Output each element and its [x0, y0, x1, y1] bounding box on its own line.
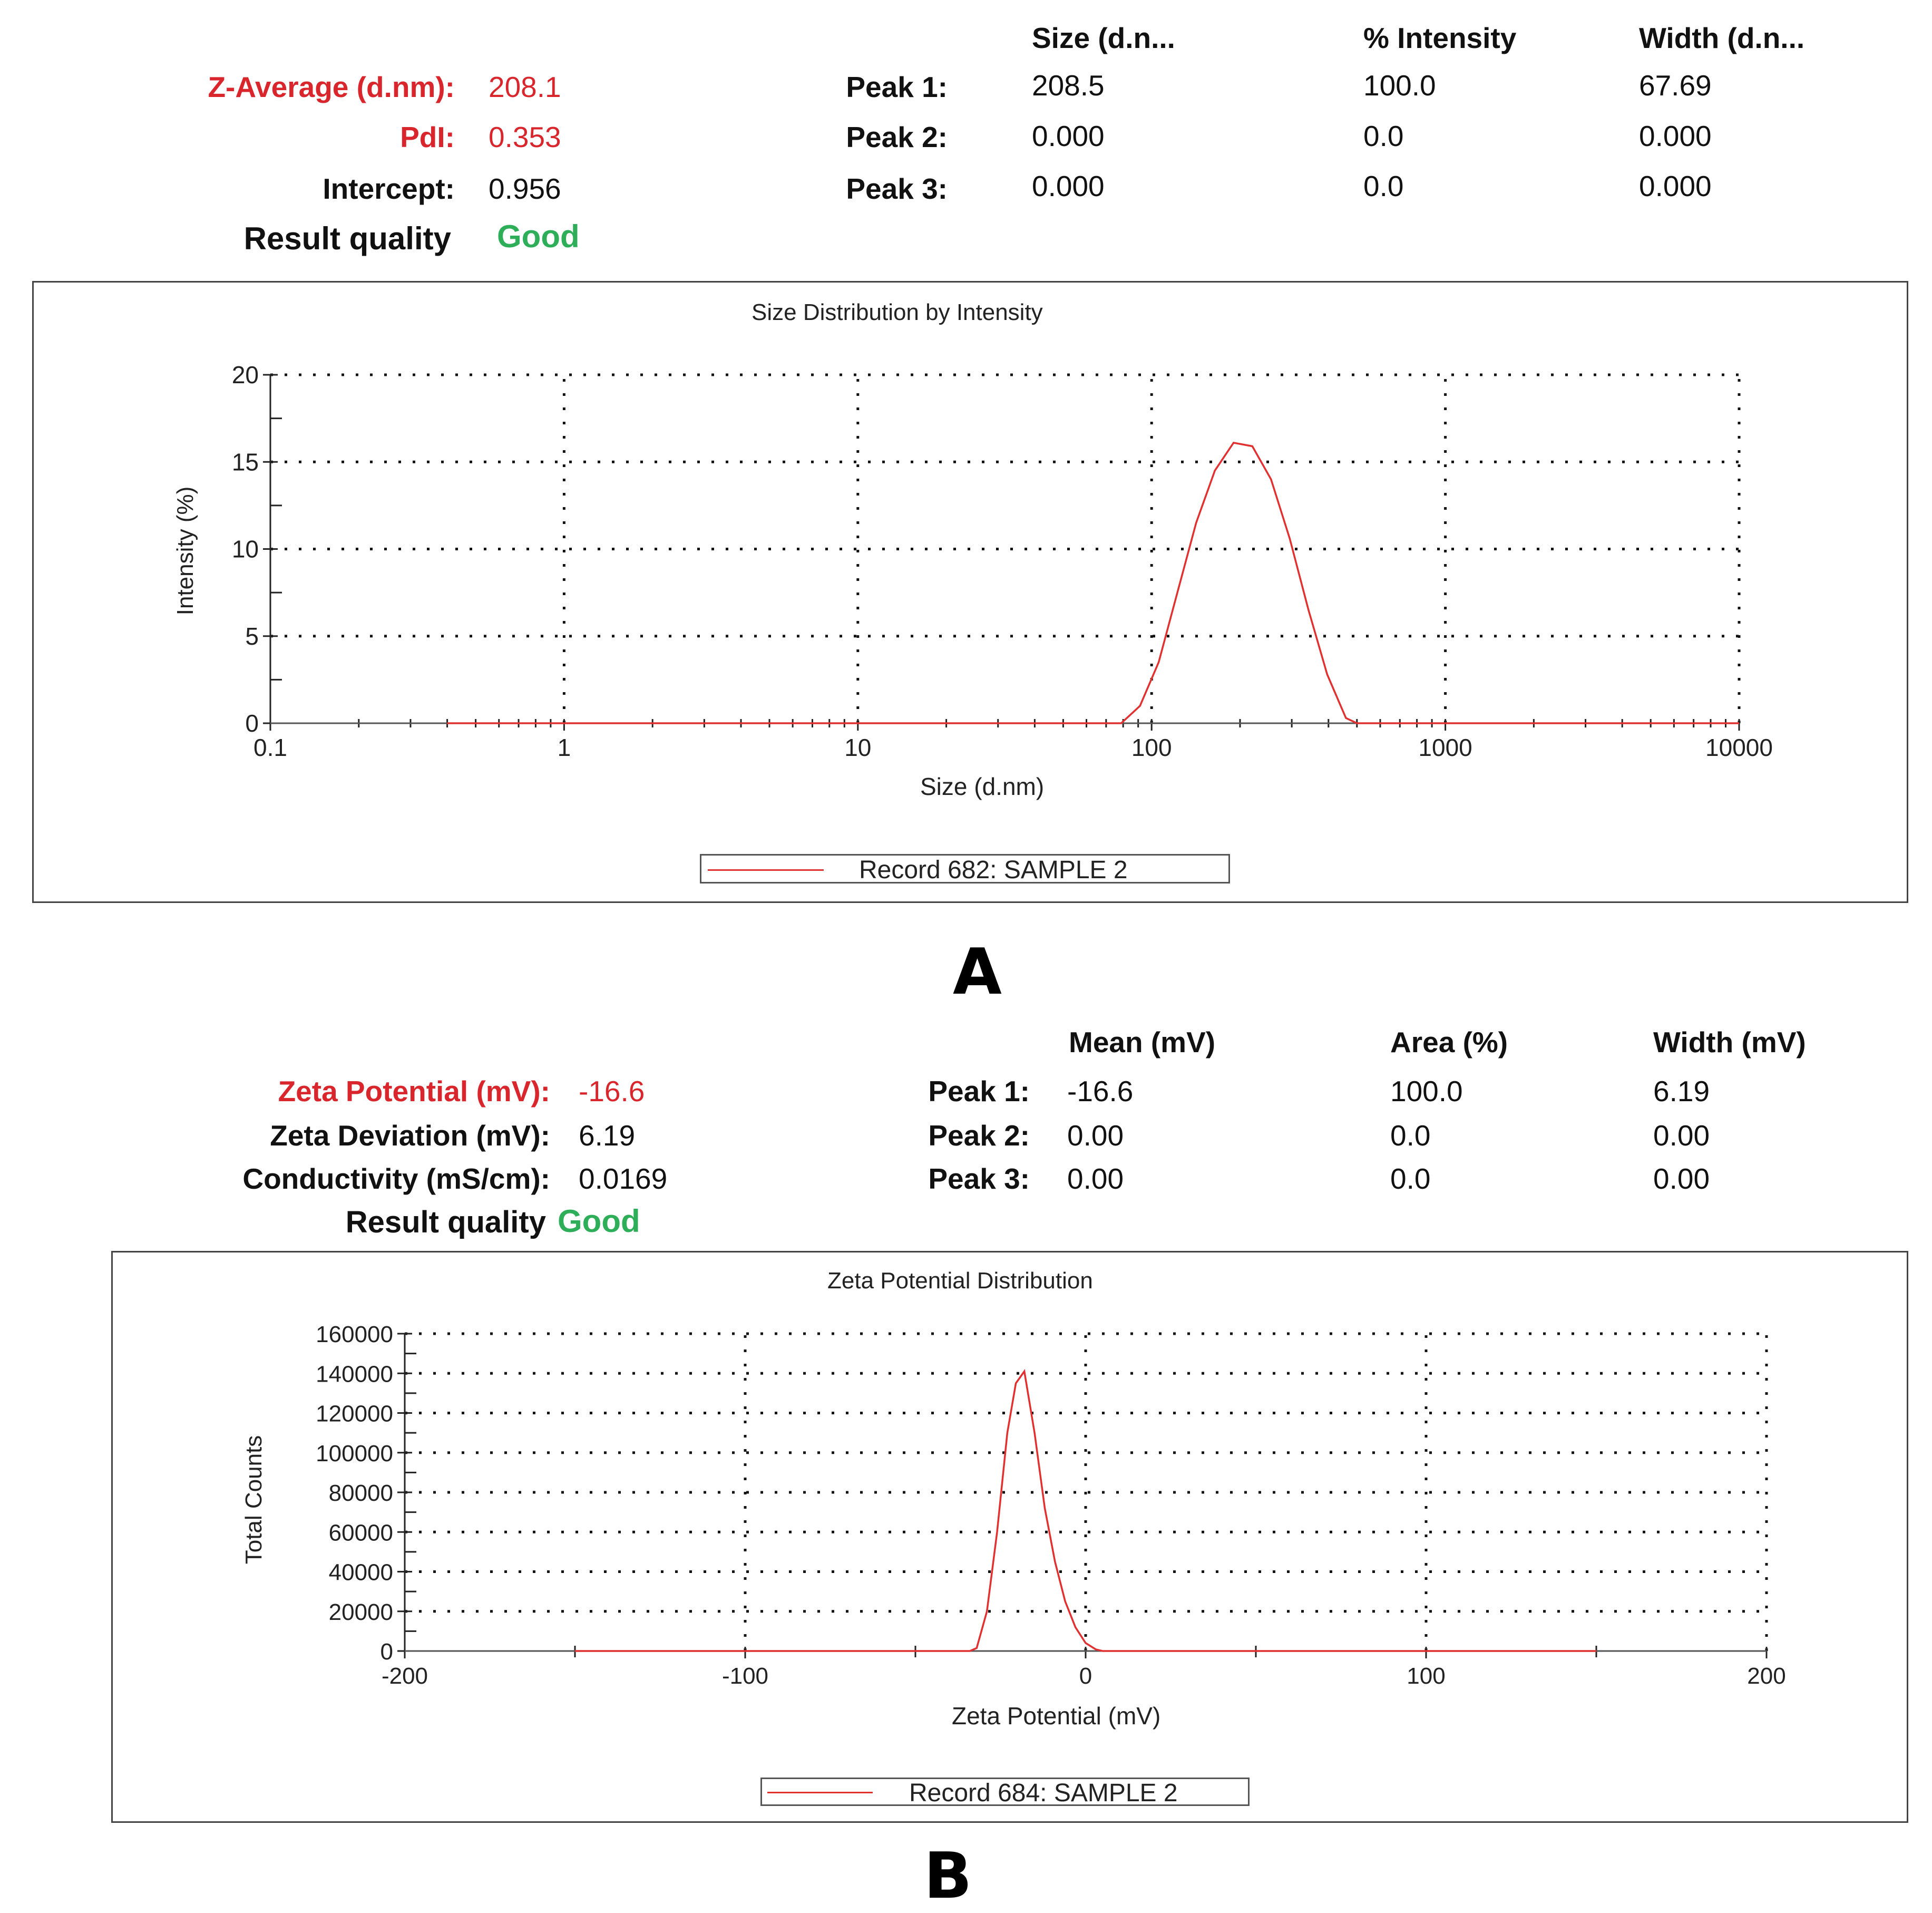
zeta-peak-2-label: Peak 2:	[928, 1119, 1030, 1152]
zeta-chart-title: Zeta Potential Distribution	[827, 1268, 1093, 1294]
zeta-peak-3-width: 0.00	[1653, 1162, 1710, 1195]
intercept-value: 0.956	[489, 172, 561, 205]
svg-text:200: 200	[1747, 1663, 1786, 1689]
svg-text:80000: 80000	[328, 1480, 393, 1506]
pdi-value: 0.353	[489, 121, 561, 153]
svg-text:-200: -200	[381, 1663, 428, 1689]
svg-text:0: 0	[245, 710, 259, 737]
svg-text:60000: 60000	[328, 1520, 393, 1546]
peak-3-intensity: 0.0	[1363, 170, 1404, 202]
peak-2-label: Peak 2:	[846, 121, 948, 153]
svg-text:5: 5	[245, 622, 259, 650]
pdi-label: PdI:	[400, 121, 455, 153]
zeta-deviation-value: 6.19	[579, 1119, 636, 1152]
z-average-label: Z-Average (d.nm):	[208, 71, 455, 103]
zeta-potential-label: Zeta Potential (mV):	[278, 1075, 550, 1108]
column-header-intensity: % Intensity	[1363, 22, 1517, 54]
zeta-peak-3-mean: 0.00	[1067, 1162, 1124, 1195]
svg-text:120000: 120000	[316, 1401, 393, 1427]
zeta-series-line	[575, 1372, 1596, 1652]
svg-text:15: 15	[231, 448, 259, 476]
column-header-width-mv: Width (mV)	[1653, 1026, 1806, 1059]
svg-text:10000: 10000	[1705, 734, 1773, 761]
svg-text:-100: -100	[721, 1663, 769, 1689]
zeta-peak-3-area: 0.0	[1390, 1162, 1431, 1195]
intercept-label: Intercept:	[323, 172, 455, 205]
zeta-peak-1-area: 100.0	[1390, 1075, 1463, 1108]
svg-text:20000: 20000	[328, 1599, 393, 1625]
svg-text:1000: 1000	[1418, 734, 1472, 761]
svg-text:10: 10	[231, 535, 259, 563]
zeta-y-axis-title: Total Counts	[241, 1435, 267, 1565]
peak-1-intensity: 100.0	[1363, 69, 1436, 102]
conductivity-label: Conductivity (mS/cm):	[242, 1162, 550, 1195]
zeta-result-quality-label: Result quality	[345, 1205, 546, 1239]
size-legend-label: Record 682: SAMPLE 2	[859, 856, 1128, 884]
result-quality-value: Good	[497, 219, 580, 254]
svg-text:100000: 100000	[316, 1440, 393, 1467]
zeta-legend-label: Record 684: SAMPLE 2	[909, 1779, 1178, 1807]
column-header-area: Area (%)	[1390, 1026, 1508, 1059]
peak-1-size: 208.5	[1032, 69, 1105, 102]
z-average-value: 208.1	[489, 71, 561, 103]
column-header-width: Width (d.n...	[1639, 22, 1805, 54]
zeta-result-quality-value: Good	[558, 1203, 640, 1239]
zeta-axes	[316, 1322, 1786, 1689]
svg-text:0: 0	[1079, 1663, 1092, 1689]
peak-3-label: Peak 3:	[846, 172, 948, 205]
zeta-peak-2-width: 0.00	[1653, 1119, 1710, 1152]
zeta-peak-1-width: 6.19	[1653, 1075, 1710, 1108]
zeta-x-axis-title: Zeta Potential (mV)	[952, 1702, 1161, 1730]
svg-text:1: 1	[557, 734, 571, 761]
peak-2-size: 0.000	[1032, 120, 1105, 152]
zeta-peak-2-area: 0.0	[1390, 1119, 1431, 1152]
result-quality-label: Result quality	[243, 221, 451, 256]
column-header-size: Size (d.n...	[1032, 22, 1175, 54]
svg-text:0: 0	[380, 1639, 393, 1665]
legend-line-swatch	[767, 1792, 873, 1793]
svg-text:40000: 40000	[328, 1559, 393, 1586]
svg-text:160000: 160000	[316, 1322, 393, 1347]
svg-text:140000: 140000	[316, 1361, 393, 1387]
figure-label-a: A	[953, 936, 1002, 1009]
conductivity-value: 0.0169	[579, 1162, 668, 1195]
zeta-deviation-label: Zeta Deviation (mV):	[270, 1119, 550, 1152]
peak-2-width: 0.000	[1639, 120, 1712, 152]
size-chart-title: Size Distribution by Intensity	[752, 299, 1043, 325]
peak-3-width: 0.000	[1639, 170, 1712, 202]
svg-text:100: 100	[1131, 734, 1172, 761]
peak-2-intensity: 0.0	[1363, 120, 1404, 152]
peak-1-label: Peak 1:	[846, 71, 948, 103]
zeta-grid	[405, 1334, 1767, 1651]
svg-text:20: 20	[231, 361, 259, 389]
zeta-peak-1-mean: -16.6	[1067, 1075, 1134, 1108]
column-header-mean: Mean (mV)	[1069, 1026, 1216, 1059]
svg-text:10: 10	[844, 734, 872, 761]
size-y-axis-title: Intensity (%)	[172, 486, 198, 616]
zeta-peak-1-label: Peak 1:	[928, 1075, 1030, 1108]
peak-3-size: 0.000	[1032, 170, 1105, 202]
svg-text:0.1: 0.1	[253, 734, 287, 761]
svg-text:100: 100	[1407, 1663, 1446, 1689]
zeta-potential-value: -16.6	[579, 1075, 645, 1108]
figure-label-b: B	[924, 1840, 972, 1913]
zeta-peak-2-mean: 0.00	[1067, 1119, 1124, 1152]
zeta-peak-3-label: Peak 3:	[928, 1162, 1030, 1195]
size-x-axis-title: Size (d.nm)	[920, 773, 1045, 800]
peak-1-width: 67.69	[1639, 69, 1712, 102]
